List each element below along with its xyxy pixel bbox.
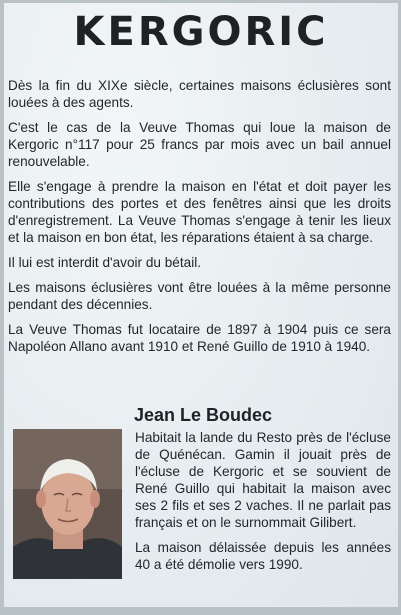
paragraph-6: La Veuve Thomas fut locataire de 1897 à 1904 puis ce sera Napoléon Allano avant 1910 et René Guillo de 1910 à 1940. xyxy=(8,322,391,354)
witness-name: Jean Le Boudec xyxy=(134,405,273,425)
panel-title: KERGORIC xyxy=(73,9,329,55)
testimony-text xyxy=(135,429,391,581)
paragraph-2: C'est le cas de la Veuve Thomas qui loue la maison de Kergoric n°117 pour 25 francs par mois avec un bail annuel renouvelable. xyxy=(8,120,391,169)
testimony-paragraph-2: La maison délaissée depuis les années 40 a été démolie vers 1990. xyxy=(135,540,391,572)
paragraph-4: Il lui est interdit d'avoir du bétail. xyxy=(8,255,202,270)
paragraph-3: Elle s'engage à prendre la maison en l'état et doit payer les contributions des portes et des fenêtres ainsi que les droits d'enregistrement. La Veuve Thomas s'engage à tenir les lieux et la maison en bon état, les réparations étaient à sa charge. xyxy=(8,179,391,245)
paragraph-1: Dès la fin du XIXe siècle, certaines maisons éclusières sont louées à des agents. xyxy=(8,78,391,110)
history-text xyxy=(8,77,391,363)
paragraph-5: Les maisons éclusières vont être louées à la même personne pendant des décennies. xyxy=(8,280,391,312)
testimony-paragraph-1: Habitait la lande du Resto près de l'écluse de Quénécan. Gamin il jouait près de l'écluse de Kergoric et se souvient de René Guillo qui habitait la maison avec ses 2 fils et ses 2 vaches. Il ne parlait pas français et on le surnommait Gilibert. xyxy=(135,430,391,530)
portrait-image xyxy=(13,429,122,579)
portrait-photo xyxy=(13,429,122,579)
information-panel xyxy=(4,3,398,607)
